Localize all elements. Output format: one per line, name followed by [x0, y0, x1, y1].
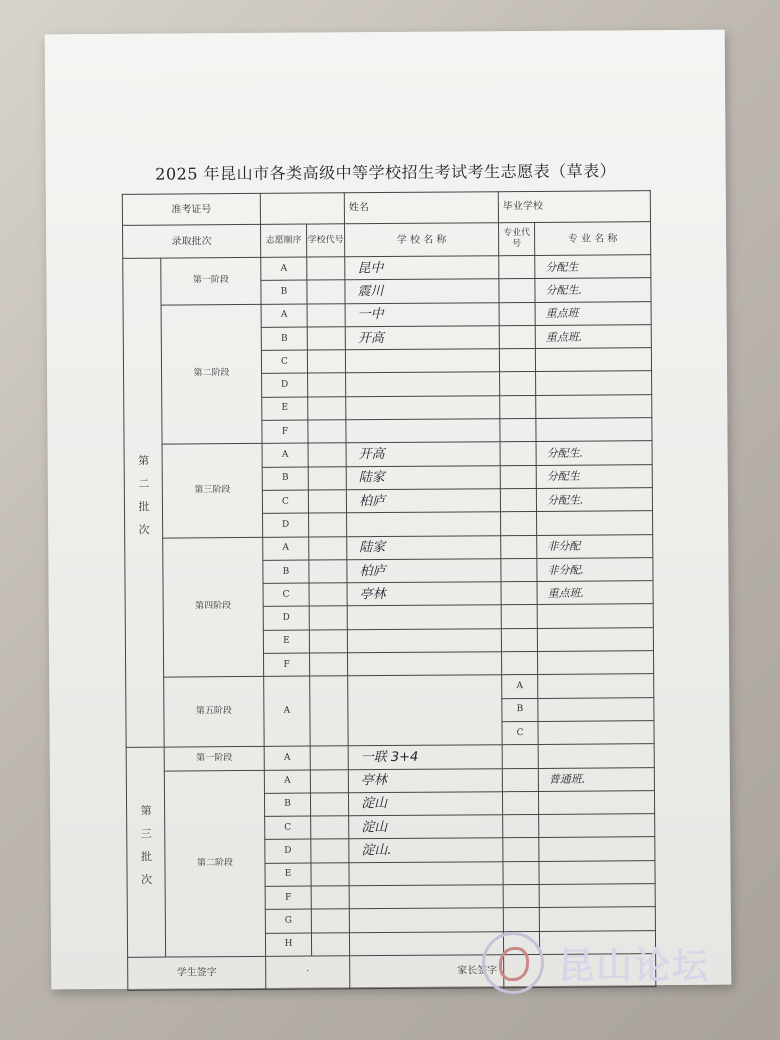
school-code-field[interactable] — [309, 560, 347, 584]
major-code-field[interactable] — [499, 279, 535, 303]
order-cell: C — [263, 583, 309, 607]
major-name-field[interactable]: 重点班. — [535, 325, 651, 349]
school-code-field[interactable] — [311, 816, 349, 840]
school-code-field[interactable] — [311, 862, 349, 886]
school-code-field[interactable] — [310, 746, 348, 770]
major-name-field[interactable] — [538, 674, 654, 698]
major-code-field[interactable] — [500, 372, 536, 396]
order-cell: B — [264, 793, 310, 817]
application-form-table — [122, 190, 657, 991]
order-cell: E — [262, 397, 308, 421]
school-code-field[interactable] — [308, 373, 346, 397]
batch-label: 第二批次 — [136, 454, 151, 547]
major-name-field[interactable] — [539, 814, 655, 838]
school-name-field[interactable] — [348, 675, 502, 746]
school-code-field[interactable] — [310, 653, 348, 677]
school-name-field[interactable] — [349, 931, 503, 955]
school-code-field[interactable] — [309, 536, 347, 560]
major-name-field[interactable]: 分配生 — [535, 255, 651, 279]
order-cell: E — [263, 630, 309, 654]
sub-order-cell: C — [502, 721, 538, 745]
form-title: 2025 年昆山市各类高级中等学校招生考试考生志愿表（草表） — [155, 161, 617, 184]
header-row-identity — [122, 191, 650, 226]
major-name-field[interactable] — [537, 604, 653, 628]
major-name-field[interactable]: 普通班. — [538, 767, 654, 791]
major-name-field[interactable] — [535, 348, 651, 372]
order-cell: C — [265, 816, 311, 840]
major-code-field[interactable] — [501, 605, 537, 629]
major-code-field[interactable] — [499, 349, 535, 373]
order-cell: F — [265, 886, 311, 910]
student-signature-field[interactable]: · — [266, 956, 350, 990]
major-name-field[interactable] — [538, 697, 654, 721]
stage-label: 第四阶段 — [163, 537, 264, 677]
major-name-field[interactable]: 非分配 — [537, 534, 653, 558]
order-cell: D — [263, 513, 309, 537]
stage-label: 第二阶段 — [161, 304, 262, 444]
major-name-field[interactable]: 重点班 — [535, 301, 651, 325]
major-name-field[interactable] — [539, 884, 655, 908]
major-code-field[interactable] — [500, 465, 536, 489]
batch3-body — [126, 744, 655, 957]
major-code-field[interactable] — [502, 745, 538, 769]
major-code-field[interactable] — [500, 442, 536, 466]
school-name-field[interactable]: 震川 — [345, 279, 499, 303]
major-name-field[interactable] — [538, 721, 654, 745]
school-code-header: 学校代号 — [307, 224, 345, 257]
stage-label: 第五阶段 — [164, 677, 264, 748]
order-cell: A — [264, 676, 310, 746]
school-name-field[interactable]: 淀山 — [348, 792, 502, 816]
order-cell: F — [264, 653, 310, 677]
school-name-field[interactable] — [347, 652, 501, 676]
grad-school-cell[interactable] — [498, 191, 650, 223]
stage-label: 第二阶段 — [164, 770, 265, 957]
major-name-field[interactable] — [537, 651, 653, 675]
order-cell: D — [263, 607, 309, 631]
major-code-field[interactable] — [501, 535, 537, 559]
school-code-field[interactable] — [310, 676, 348, 746]
paper-sheet — [45, 30, 732, 990]
major-code-field[interactable] — [502, 768, 538, 792]
order-cell: B — [261, 327, 307, 351]
major-code-field[interactable] — [501, 582, 537, 606]
major-code-field[interactable] — [500, 419, 536, 443]
major-code-field[interactable] — [503, 815, 539, 839]
major-code-field[interactable] — [502, 791, 538, 815]
parent-signature-label: 家长签字 — [350, 955, 504, 989]
order-cell: D — [262, 374, 308, 398]
order-cell: A — [264, 770, 310, 794]
major-code-field[interactable] — [503, 861, 539, 885]
order-cell: H — [265, 933, 311, 957]
batch-label-cell — [123, 258, 164, 747]
batch-header: 录取批次 — [123, 224, 261, 258]
major-code-field[interactable] — [500, 395, 536, 419]
major-name-field[interactable]: 分配生. — [535, 278, 651, 302]
order-cell: D — [265, 839, 311, 863]
sub-order-cell: B — [502, 698, 538, 722]
stage-label: 第三阶段 — [162, 444, 263, 538]
school-code-field[interactable] — [307, 257, 345, 281]
major-name-field[interactable] — [536, 418, 652, 442]
school-name-field[interactable]: 开高 — [346, 442, 500, 466]
major-name-field[interactable]: 分配生. — [536, 488, 652, 512]
order-cell: A — [264, 746, 310, 770]
major-code-field[interactable] — [499, 325, 535, 349]
major-code-field[interactable] — [503, 884, 539, 908]
major-name-field[interactable] — [536, 394, 652, 418]
school-code-field[interactable] — [311, 886, 349, 910]
major-name-field[interactable] — [537, 627, 653, 651]
school-name-field[interactable]: 亭林 — [347, 582, 501, 606]
school-name-field[interactable] — [349, 885, 503, 909]
school-name-field[interactable] — [346, 372, 500, 396]
order-cell: B — [263, 560, 309, 584]
school-code-field[interactable] — [308, 466, 346, 490]
school-name-field[interactable]: 柏庐 — [346, 489, 500, 513]
order-cell: E — [265, 863, 311, 887]
school-name-field[interactable] — [347, 628, 501, 652]
order-cell: A — [261, 304, 307, 328]
major-code-field[interactable] — [501, 512, 537, 536]
school-code-field[interactable] — [308, 443, 346, 467]
school-code-field[interactable] — [309, 513, 347, 537]
school-name-field[interactable]: 昆中 — [345, 256, 499, 280]
exam-no-label: 准考证号 — [122, 193, 260, 225]
major-name-field[interactable] — [536, 371, 652, 395]
school-code-field[interactable] — [307, 280, 345, 304]
major-name-field[interactable] — [539, 860, 655, 884]
school-code-field[interactable] — [308, 420, 346, 444]
major-code-field[interactable] — [503, 838, 539, 862]
school-code-field[interactable] — [311, 839, 349, 863]
watermark-text: 昆山论坛 — [558, 945, 711, 987]
school-name-field[interactable]: 陆家 — [346, 465, 500, 489]
school-name-field[interactable]: 淀山 — [349, 815, 503, 839]
major-name-field[interactable]: 分配生 — [536, 464, 652, 488]
major-name-field[interactable] — [539, 837, 655, 861]
major-code-field[interactable] — [501, 628, 537, 652]
major-name-field[interactable]: 非分配. — [537, 558, 653, 582]
order-cell: A — [263, 537, 309, 561]
order-cell: C — [262, 490, 308, 514]
order-cell: B — [261, 280, 307, 304]
school-name-field[interactable]: 亭林 — [348, 768, 502, 792]
exam-no-field[interactable] — [260, 193, 344, 225]
major-code-field[interactable] — [500, 488, 536, 512]
order-cell: A — [262, 443, 308, 467]
school-code-field[interactable] — [311, 909, 349, 933]
name-label: 姓名 — [348, 202, 369, 214]
school-name-field[interactable] — [347, 605, 501, 629]
major-name-field[interactable] — [537, 511, 653, 535]
school-name-field[interactable]: 陆家 — [347, 535, 501, 559]
school-code-field[interactable] — [310, 769, 348, 793]
header-row-columns — [123, 222, 651, 259]
major-name-field[interactable]: 重点班. — [537, 581, 653, 605]
major-name-header: 专 业 名 称 — [534, 222, 650, 256]
major-code-field[interactable] — [499, 302, 535, 326]
school-code-field[interactable] — [310, 793, 348, 817]
school-code-field[interactable] — [308, 397, 346, 421]
school-name-field[interactable]: 淀山. — [349, 838, 503, 862]
school-name-field[interactable] — [347, 512, 501, 536]
name-cell[interactable] — [344, 192, 498, 224]
major-code-header: 专业代号 — [499, 222, 535, 255]
school-name-field[interactable] — [346, 395, 500, 419]
school-name-field[interactable]: 一联 3+4 — [348, 745, 502, 769]
stage-label: 第一阶段 — [161, 257, 261, 304]
order-cell: F — [262, 420, 308, 444]
major-code-field[interactable] — [501, 652, 537, 676]
school-name-header: 学 校 名 称 — [345, 223, 499, 257]
stage-label: 第一阶段 — [164, 747, 264, 771]
school-name-field[interactable] — [349, 908, 503, 932]
grad-school-label: 毕业学校 — [502, 200, 543, 213]
batch2-body — [123, 255, 654, 748]
school-name-field[interactable] — [345, 349, 499, 373]
major-name-field[interactable] — [538, 790, 654, 814]
school-code-field[interactable] — [309, 630, 347, 654]
school-name-field[interactable]: 柏庐 — [347, 559, 501, 583]
order-cell: G — [265, 909, 311, 933]
order-header: 志愿顺序 — [261, 224, 307, 257]
order-cell: C — [261, 350, 307, 374]
student-signature-label: 学生签字 — [128, 956, 266, 990]
batch-label-cell — [126, 747, 165, 957]
major-code-field[interactable] — [499, 255, 535, 279]
batch-label: 第三批次 — [139, 804, 153, 897]
sub-order-cell: A — [502, 675, 538, 699]
school-name-field[interactable]: 开高 — [345, 326, 499, 350]
school-code-field[interactable] — [307, 350, 345, 374]
major-name-field[interactable] — [538, 744, 654, 768]
order-cell: A — [261, 257, 307, 281]
school-code-field[interactable] — [307, 327, 345, 351]
school-code-field[interactable] — [311, 932, 349, 956]
school-code-field[interactable] — [307, 303, 345, 327]
forum-watermark — [482, 928, 772, 998]
school-code-field[interactable] — [309, 583, 347, 607]
school-code-field[interactable] — [308, 490, 346, 514]
order-cell: B — [262, 467, 308, 491]
major-name-field[interactable]: 分配生. — [536, 441, 652, 465]
school-code-field[interactable] — [309, 606, 347, 630]
school-name-field[interactable] — [346, 419, 500, 443]
major-code-field[interactable] — [501, 558, 537, 582]
school-name-field[interactable] — [349, 861, 503, 885]
school-name-field[interactable]: 一中 — [345, 302, 499, 326]
forum-logo-icon — [482, 932, 544, 994]
